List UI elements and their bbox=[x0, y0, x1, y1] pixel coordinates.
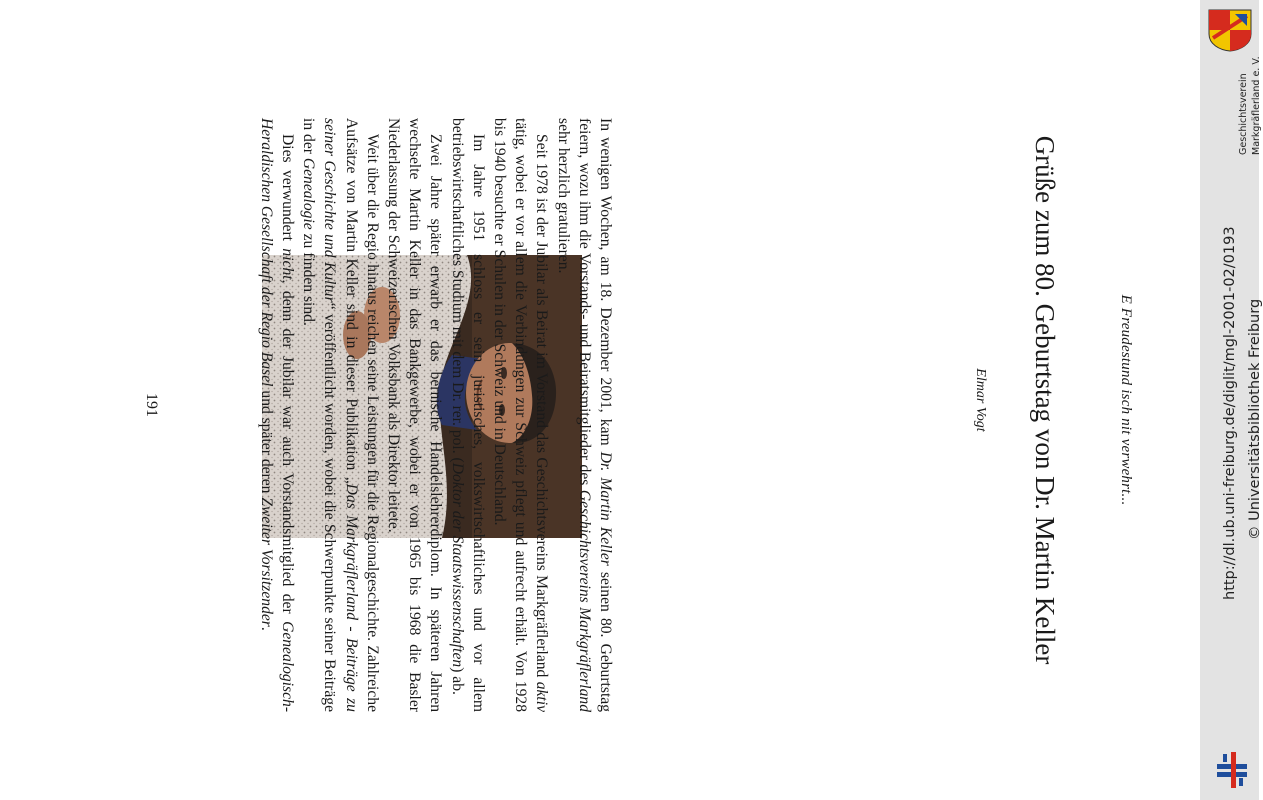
text-run: sehr herzlich gratulieren. bbox=[554, 118, 572, 274]
text-run: Dies verwundert bbox=[278, 134, 296, 249]
body-paragraph bbox=[489, 118, 553, 712]
italic-run: Doktor der Staatswissenschaften bbox=[448, 462, 466, 668]
italic-run: Zweiter Vorsitzender bbox=[257, 497, 275, 627]
article-author: Elmar Vogt bbox=[973, 368, 988, 432]
text-run: Im Jahre 1951 schloss er sein juristisches, volkswirtschaftliches und vor allem betriebswirtschaftliches Studium mit dem Dr. rer. pol. ( bbox=[448, 118, 487, 712]
text-run: Weit über die Regio hinaus reichen seine Leistungen für die Regionalgeschichte. Zahlreiche Aufsätze von Martin Keller sind in dieser Publikation „ bbox=[342, 118, 381, 712]
text-run: ) ab. bbox=[448, 667, 466, 695]
text-run: “ veröffentlicht worden, wobei die Schwerpunkte seiner Beiträge in der bbox=[300, 118, 339, 713]
italic-run: nicht bbox=[278, 248, 296, 280]
text-run: und später deren bbox=[257, 386, 275, 498]
text-run: Seit 1978 ist der Jubilar als Beirat im Vorstand das Geschichtsvereins Markgräflerland bbox=[533, 134, 551, 682]
body-paragraph bbox=[256, 118, 298, 712]
society-name-line2: Markgräflerland e. V. bbox=[1251, 56, 1262, 155]
body-paragraph bbox=[383, 118, 447, 712]
italic-run: Dr. Martin Keller bbox=[597, 451, 614, 566]
text-run: zu finden sind. bbox=[300, 229, 318, 326]
text-run: seinen 80. Geburtstag feiern, wozu ihm die Vorstands- und Beiratsmitglieder des bbox=[575, 118, 614, 712]
body-paragraph bbox=[446, 118, 488, 712]
text-run: . bbox=[257, 626, 275, 631]
copyright-notice: © Universitätsbibliothek Freiburg bbox=[1247, 298, 1263, 540]
running-head: E Freudestund isch nit verwehrt... bbox=[1118, 294, 1134, 506]
university-library-logo-icon bbox=[1211, 750, 1253, 790]
page-number: 191 bbox=[143, 393, 160, 417]
text-run: Zwei Jahre später erwarb er das bernische Handelslehrerdiplom. In späteren Jahren wechselte Martin Keller in das Bankgewerbe, wobei er von 1965 bis 1968 die Basler Niederlassung der Schweizerischen Volksbank als Direktor leitete. bbox=[384, 118, 445, 712]
body-paragraph bbox=[298, 118, 383, 712]
italic-run: aktiv bbox=[533, 681, 551, 712]
text-run: In wenigen Wochen, am 18. Dezember 2001, kam bbox=[597, 118, 614, 452]
permalink-url[interactable]: http://dl.ub.uni-freiburg.de/diglit/mgl-2001-02/0193 bbox=[1222, 226, 1238, 600]
article-title: Grüße zum 80. Geburtstag von Dr. Martin Keller bbox=[1030, 135, 1060, 665]
text-run: tätig, wobei er vor allem die Verbindungen zur Schweiz pflegt und aufrecht erhält. Von 1928 bis 1940 besuchte er Schulen in der Schweiz und in Deutschland. bbox=[490, 118, 530, 712]
article-body bbox=[256, 118, 616, 712]
italic-run: Geschichtsvereins Markgräflerland bbox=[575, 489, 593, 712]
italic-run: Genealogisch-Heraldischen Gesellschaft der Regio Basel bbox=[257, 118, 296, 713]
body-paragraph bbox=[552, 118, 616, 712]
italic-run: Das Markgräflerland - Beiträge zu seiner Geschichte und Kultur bbox=[321, 118, 360, 712]
italic-run: Genealogie bbox=[300, 157, 318, 230]
text-run: , denn der Jubilar war auch Vorstandsmitglied der bbox=[278, 279, 296, 622]
society-name-line1: Geschichtsverein bbox=[1238, 73, 1249, 155]
society-crest-icon bbox=[1207, 8, 1253, 52]
